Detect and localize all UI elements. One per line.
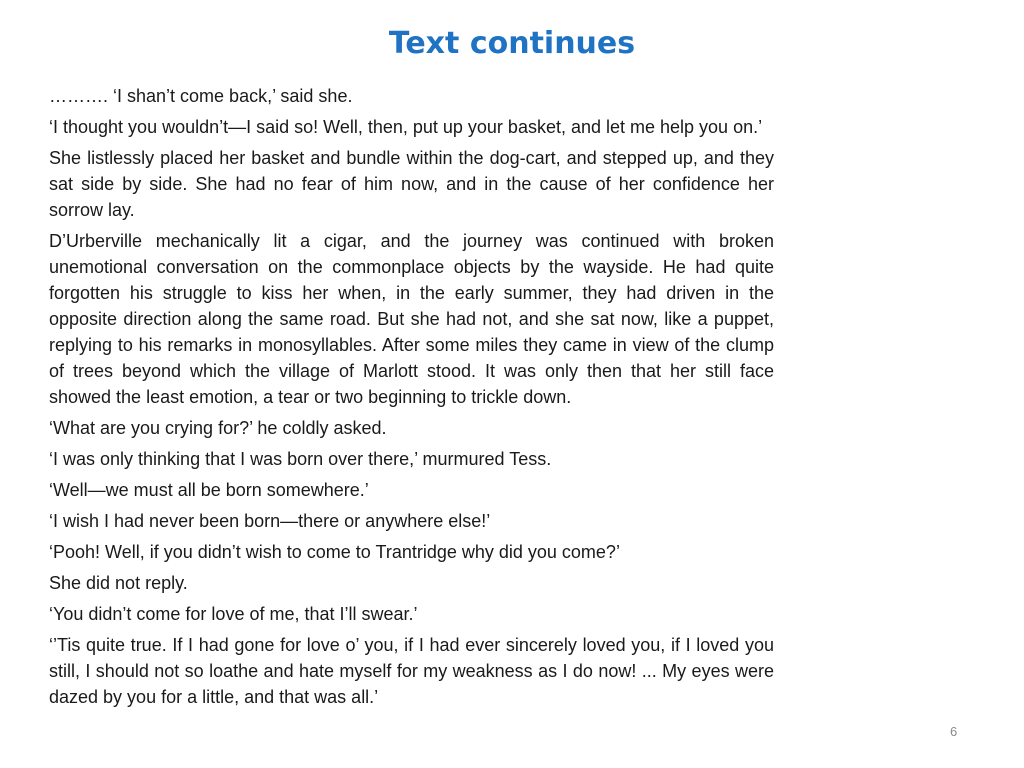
paragraph: ‘’Tis quite true. If I had gone for love o’ you, if I had ever sincerely loved you, if I loved you still, I should not so loathe and hate myself for my weakness as I do now! ... My eyes were dazed by you for a little, and that was all.’ — [49, 635, 774, 707]
paragraph: ‘What are you crying for?’ he coldly asked. — [49, 418, 387, 438]
slide-title: Text continues — [388, 26, 636, 61]
paragraph: D’Urberville mechanically lit a cigar, and the journey was continued with broken unemotional conversation on the commonplace objects by the wayside. He had quite forgotten his struggle to kiss her when, in the early summer, they had driven in the opposite direction along the same road. But she had not, and she sat now, like a puppet, replying to his remarks in monosyllables. After some miles they came in view of the clump of trees beyond which the village of Marlott stood. It was only then that her still face showed the least emotion, a tear or two beginning to trickle down. — [49, 231, 774, 407]
paragraph: She did not reply. — [49, 573, 188, 593]
paragraph: ………. ‘I shan’t come back,’ said she. — [49, 86, 353, 106]
paragraph: She listlessly placed her basket and bundle within the dog-cart, and stepped up, and they sat side by side. She had no fear of him now, and in the cause of her confidence her sorrow lay. — [49, 148, 774, 220]
paragraph: ‘Pooh! Well, if you didn’t wish to come to Trantridge why did you come?’ — [49, 542, 620, 562]
paragraph: ‘I wish I had never been born—there or anywhere else!’ — [49, 511, 491, 531]
paragraph: ‘You didn’t come for love of me, that I’ll swear.’ — [49, 604, 418, 624]
page-number: 6 — [950, 724, 958, 739]
paragraph: ‘Well—we must all be born somewhere.’ — [49, 480, 369, 500]
paragraph: ‘I thought you wouldn’t—I said so! Well, then, put up your basket, and let me help you on.’ — [49, 117, 763, 137]
slide-body — [49, 83, 774, 715]
paragraph: ‘I was only thinking that I was born over there,’ murmured Tess. — [49, 449, 552, 469]
